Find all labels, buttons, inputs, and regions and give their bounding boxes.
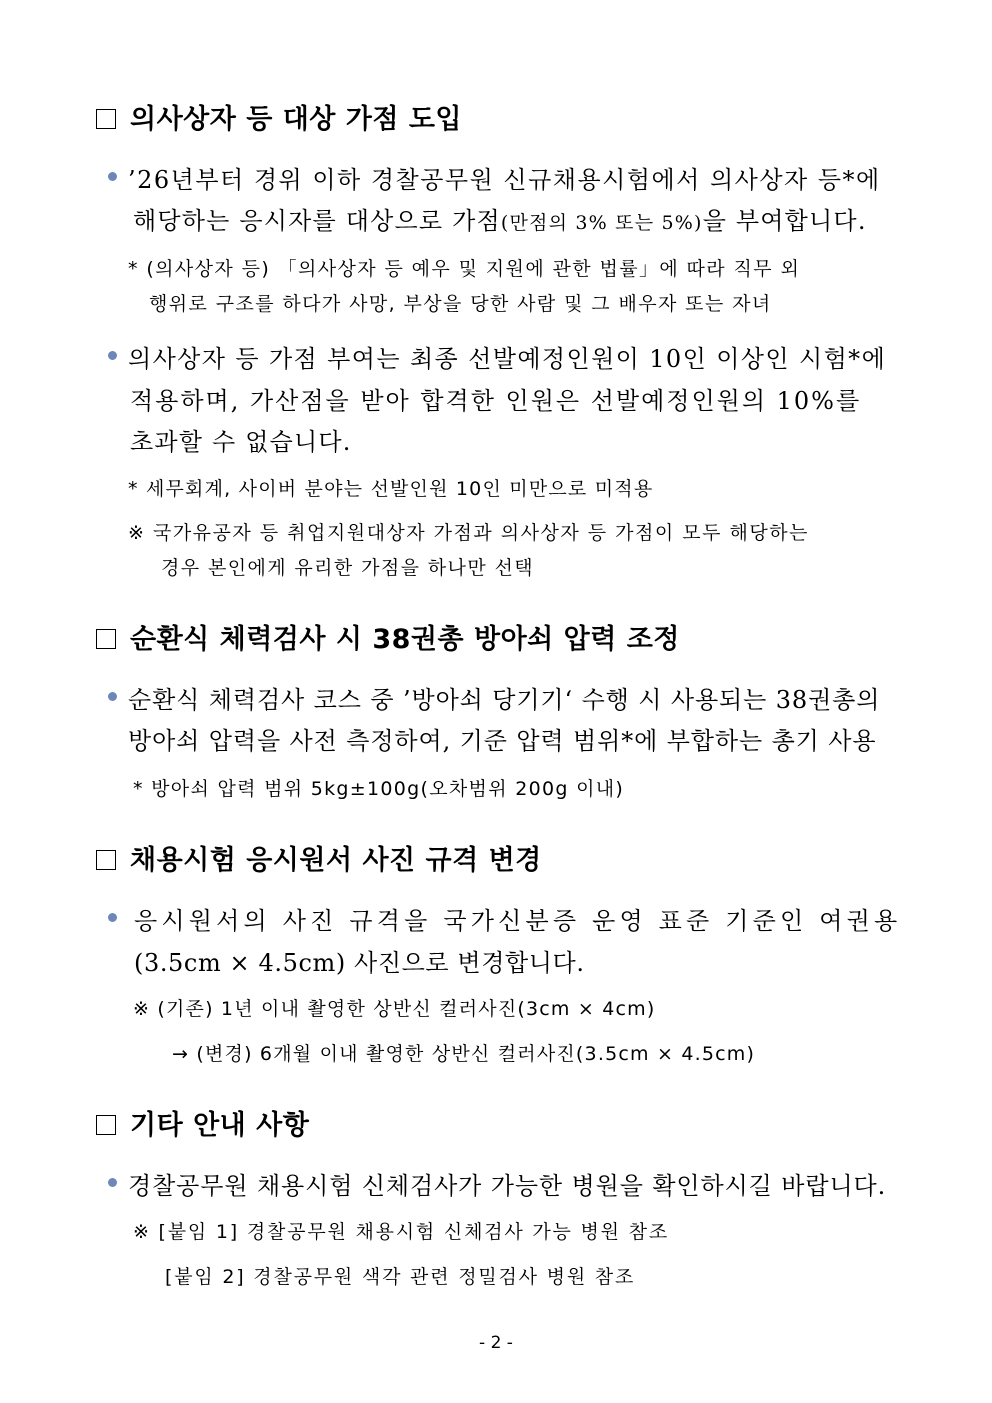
section-title: 의사상자 등 대상 가점 도입 bbox=[130, 104, 463, 135]
footnote-line: → (변경) 6개월 이내 촬영한 상반신 컬러사진(3.5cm × 4.5cm) bbox=[172, 1043, 756, 1065]
paragraph-line: (3.5cm × 4.5cm) 사진으로 변경합니다. bbox=[134, 949, 585, 977]
footnote-line: ※ 국가유공자 등 취업지원대상자 가점과 의사상자 등 가점이 모두 해당하는 bbox=[128, 522, 809, 544]
section-title: 순환식 체력검사 시 38권총 방아쇠 압력 조정 bbox=[130, 624, 680, 655]
footnote-line: 행위로 구조를 하다가 사망, 부상을 당한 사람 및 그 배우자 또는 자녀 bbox=[149, 293, 772, 315]
section-heading-4 bbox=[96, 1103, 309, 1142]
paragraph-line: 의사상자 등 가점 부여는 최종 선발예정인원이 10인 이상인 시험*에 bbox=[128, 345, 887, 373]
paragraph-line: 경찰공무원 채용시험 신체검사가 가능한 병원을 확인하시길 바랍니다. bbox=[128, 1172, 887, 1200]
page-number: - 2 - bbox=[479, 1333, 513, 1353]
footnote-line: ※ [붙임 1] 경찰공무원 채용시험 신체검사 가능 병원 참조 bbox=[133, 1221, 669, 1243]
footnote-line: * (의사상자 등) 「의사상자 등 예우 및 지원에 관한 법률」에 따라 직무 외 bbox=[128, 258, 801, 280]
footnote-line: * 세무회계, 사이버 분야는 선발인원 10인 미만으로 미적용 bbox=[128, 478, 654, 500]
bullet-dot-icon bbox=[108, 1178, 117, 1187]
section-title: 기타 안내 사항 bbox=[130, 1110, 310, 1141]
paragraph-line: 적용하며, 가산점을 받아 합격한 인원은 선발예정인원의 10%를 bbox=[130, 387, 862, 415]
bullet-dot-icon bbox=[108, 351, 117, 360]
section-title: 채용시험 응시원서 사진 규격 변경 bbox=[130, 845, 542, 876]
paragraph-line: 초과할 수 없습니다. bbox=[130, 428, 352, 456]
bullet-dot-icon bbox=[108, 172, 117, 181]
checkbox-square-icon bbox=[96, 109, 116, 129]
section-heading-2 bbox=[96, 617, 680, 656]
footnote-line: * 방아쇠 압력 범위 5kg±100g(오차범위 200g 이내) bbox=[133, 778, 625, 800]
footnote-line: [붙임 2] 경찰공무원 색각 관련 정밀검사 병원 참조 bbox=[165, 1266, 636, 1288]
bullet-dot-icon bbox=[108, 692, 117, 701]
section-heading-3 bbox=[96, 838, 542, 877]
footnote-line: ※ (기존) 1년 이내 촬영한 상반신 컬러사진(3cm × 4cm) bbox=[133, 998, 656, 1020]
checkbox-square-icon bbox=[96, 629, 116, 649]
paragraph-line: 순환식 체력검사 코스 중 ’방아쇠 당기기‘ 수행 시 사용되는 38권총의 bbox=[128, 686, 881, 714]
paragraph-text: 을 부여합니다. bbox=[702, 207, 867, 235]
paragraph-line bbox=[133, 201, 867, 236]
footnote-line: 경우 본인에게 유리한 가점을 하나만 선택 bbox=[161, 557, 535, 579]
checkbox-square-icon bbox=[96, 1115, 116, 1135]
paragraph-line: 방아쇠 압력을 사전 측정하여, 기준 압력 범위*에 부합하는 총기 사용 bbox=[128, 727, 877, 755]
checkbox-square-icon bbox=[96, 850, 116, 870]
bullet-dot-icon bbox=[108, 913, 117, 922]
paragraph-text: 해당하는 응시자를 대상으로 가점 bbox=[133, 207, 501, 235]
paragraph-line: ’26년부터 경위 이하 경찰공무원 신규채용시험에서 의사상자 등*에 bbox=[128, 166, 881, 194]
paragraph-line: 응시원서의 사진 규격을 국가신분증 운영 표준 기준인 여권용 bbox=[134, 907, 902, 935]
paragraph-paren-text: (만점의 3% 또는 5%) bbox=[500, 212, 703, 234]
section-heading-1 bbox=[96, 97, 462, 136]
